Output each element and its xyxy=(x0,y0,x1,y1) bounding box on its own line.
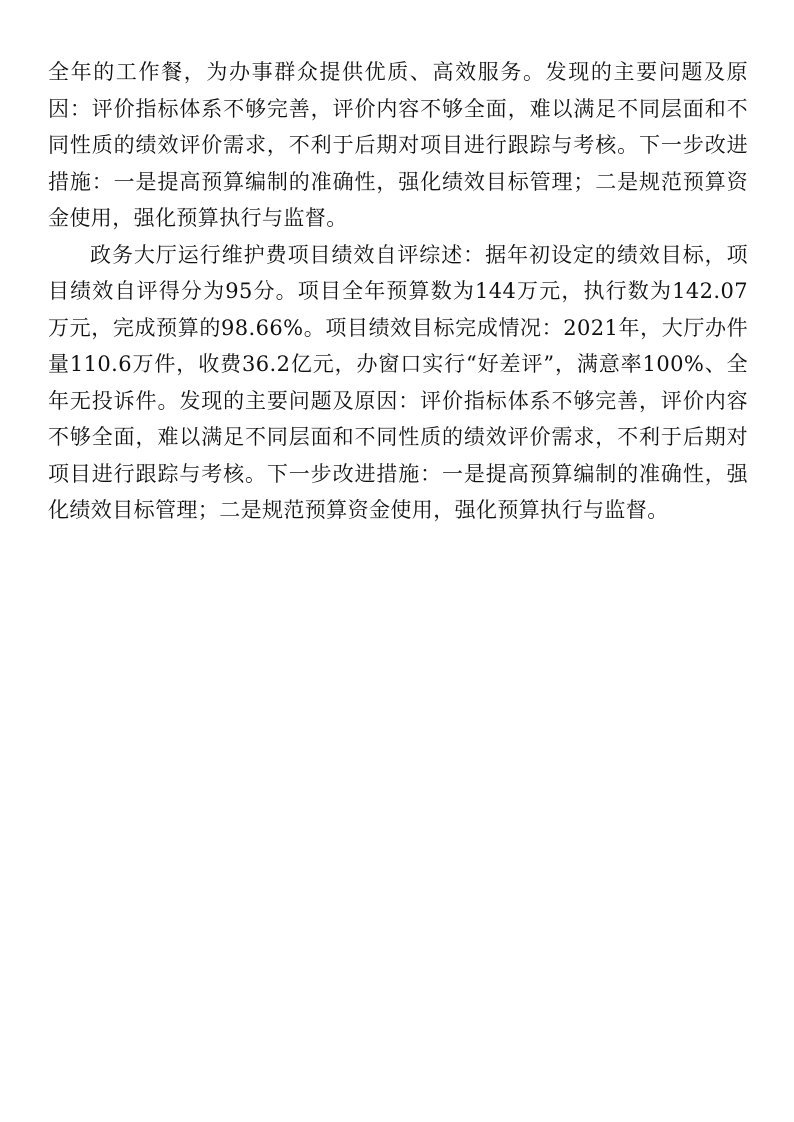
paragraph-hall-maintenance-summary: 政务大厅运行维护费项目绩效自评综述：据年初设定的绩效目标，项目绩效自评得分为95分。项目全年预算数为144万元，执行数为142.07万元，完成预算的98.66%。项目绩效目标完成情况：2021年，大厅办件量110.6万件，收费36.2亿元，办窗口实行“好差评”，满意率100%、全年无投诉件。发现的主要问题及原因：评价指标体系不够完善，评价内容不够全面，难以满足不同层面和不同性质的绩效评价需求，不利于后期对项目进行跟踪与考核。下一步改进措施：一是提高预算编制的准确性，强化绩效目标管理；二是规范预算资金使用，强化预算执行与监督。 xyxy=(48,242,748,522)
paragraph-continuation: 全年的工作餐，为办事群众提供优质、高效服务。发现的主要问题及原因：评价指标体系不够完善，评价内容不够全面，难以满足不同层面和不同性质的绩效评价需求，不利于后期对项目进行跟踪与考核。下一步改进措施：一是提高预算编制的准确性，强化绩效目标管理；二是规范预算资金使用，强化预算执行与监督。 xyxy=(48,60,748,230)
document-body xyxy=(48,54,748,529)
